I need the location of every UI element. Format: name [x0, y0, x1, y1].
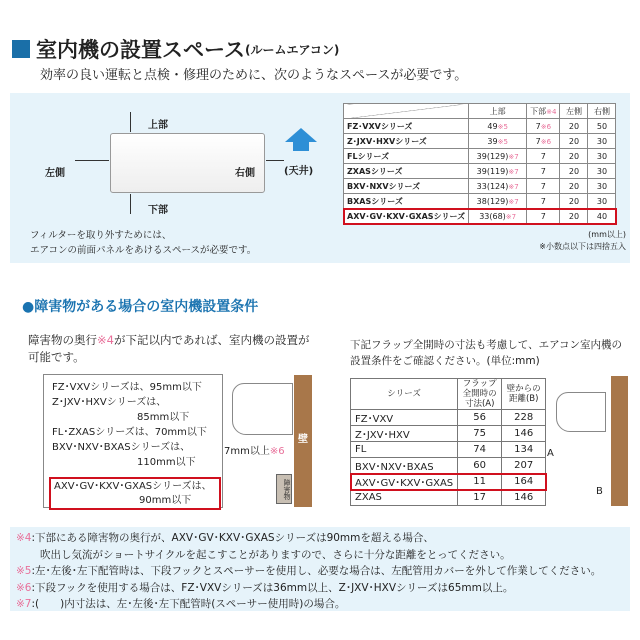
highlight-limit [49, 477, 221, 510]
table-row [351, 410, 546, 426]
ceiling-arrow-icon [285, 128, 317, 142]
note-line: エアコンの前面パネルをあけるスペースが必要です。 [30, 245, 257, 256]
header-series: シリーズ [351, 379, 458, 410]
note: ※7 [508, 197, 519, 206]
aircon-side-illustration [232, 383, 293, 435]
header-left: 左側 [560, 104, 588, 119]
cell: AXV･GV･KXV･GXAS [351, 474, 458, 490]
bottom [527, 164, 560, 179]
series: AXV･GV･KXV･GXASシリーズ [344, 209, 469, 224]
left: 20 [560, 164, 588, 179]
left: 20 [560, 209, 588, 224]
title-suffix: (ルームエアコン) [244, 42, 340, 57]
table-header [351, 379, 546, 410]
left: 20 [560, 134, 588, 149]
top [469, 134, 527, 149]
bottom [527, 119, 560, 134]
gap-label [224, 442, 285, 457]
v: 38(129) [476, 196, 509, 206]
bottom [527, 149, 560, 164]
v: 33(68) [479, 211, 506, 221]
cell: 228 [502, 410, 546, 426]
footnote-mark: ※6 [16, 581, 32, 594]
label-right: 右側 [235, 168, 255, 179]
right: 50 [588, 119, 616, 134]
table-row [344, 209, 616, 224]
note: ※5 [497, 137, 508, 146]
cell: ZXAS [351, 490, 458, 506]
v: 7 [540, 151, 546, 161]
footnote [16, 563, 624, 580]
unit-note [539, 229, 626, 253]
v: 49 [487, 121, 498, 131]
limit-line: AXV･GV･KXV･GXASシリーズは、 [54, 481, 212, 492]
footnote-text: :( )内寸法は、左･左後･左下配管時(スペーサー使用時)の場合。 [31, 598, 346, 610]
obstacle-block: 障害物 [276, 474, 292, 504]
bottom [527, 134, 560, 149]
v: 7 [540, 196, 546, 206]
wall-label: 壁 [298, 434, 308, 445]
v: 39 [487, 136, 498, 146]
cell: 11 [458, 474, 502, 490]
cell: 56 [458, 410, 502, 426]
v: 7 [535, 121, 541, 131]
t: が下記以内であれば、室内機の設置が [113, 333, 310, 347]
subtitle: 効率の良い運転と点検・修理のために、次のようなスペースが必要です。 [40, 68, 468, 83]
table-row [351, 490, 546, 506]
gap-text: 7mm以上 [224, 446, 270, 457]
footnote [16, 596, 624, 613]
obstacle-text [28, 332, 309, 366]
footnote [16, 547, 624, 564]
limit-line: FZ･VXVシリーズは、95mm以下 [52, 382, 202, 393]
cell: 134 [502, 442, 546, 458]
limit-line: 90mm以下 [139, 495, 192, 506]
label-a: A [547, 448, 554, 459]
footnote-text: :下段フックを使用する場合は、FZ･VXVシリーズは36mm以上、Z･JXV･HXVシリーズは65mm以上。 [31, 581, 514, 594]
page-title [12, 34, 339, 64]
cell: 60 [458, 458, 502, 474]
table-row [344, 164, 616, 179]
note: ※6 [540, 122, 552, 131]
label-ceiling: (天井) [284, 166, 314, 177]
header-a: フラップ全開時の寸法(A) [458, 379, 502, 410]
top [469, 179, 527, 194]
space-table [343, 103, 616, 224]
right: 30 [588, 194, 616, 209]
aircon-unit-illustration [110, 133, 265, 193]
series: ZXASシリーズ [344, 164, 469, 179]
footnote-text: :左･左後･左下配管時は、下段フックとスペーサーを使用し、必要な場合は、左配管用カバーを外して作業してください。 [31, 565, 602, 577]
left: 20 [560, 149, 588, 164]
series: BXASシリーズ [344, 194, 469, 209]
label-top: 上部 [148, 120, 168, 131]
series: Z･JXV･HXVシリーズ [344, 134, 469, 149]
table-row [344, 179, 616, 194]
bottom [527, 194, 560, 209]
note: ※7 [508, 182, 519, 191]
cell: 164 [502, 474, 546, 490]
table-row [344, 119, 616, 134]
cell: 17 [458, 490, 502, 506]
section2-heading: ●障害物がある場合の室内機設置条件 [22, 299, 259, 315]
note: ※5 [497, 122, 508, 131]
top [469, 164, 527, 179]
flap-text [350, 337, 622, 369]
round-note: ※小数点以下は四捨五入 [539, 242, 626, 251]
cell: 207 [502, 458, 546, 474]
note-line: フィルターを取り外すためには、 [30, 230, 172, 241]
limit-line: Z･JXV･HXVシリーズは、 [52, 397, 167, 408]
table-row [344, 134, 616, 149]
header-blank [344, 104, 469, 119]
header-note: ※4 [546, 107, 557, 116]
series: FZ･VXVシリーズ [344, 119, 469, 134]
cell: 146 [502, 490, 546, 506]
v: 7 [535, 136, 541, 146]
header-top: 上部 [469, 104, 527, 119]
footnote-mark: ※5 [16, 565, 32, 577]
right: 30 [588, 164, 616, 179]
note: ※7 [508, 152, 519, 161]
left: 20 [560, 119, 588, 134]
title-square-icon [12, 40, 30, 58]
footnote-mark: ※7 [16, 598, 32, 610]
table-row [344, 194, 616, 209]
label-b: B [596, 486, 603, 497]
top [469, 209, 527, 224]
t: 可能です。 [28, 350, 85, 364]
left: 20 [560, 194, 588, 209]
right: 30 [588, 134, 616, 149]
footnote-text: :下部にある障害物の奥行が、AXV･GV･KXV･GXASシリーズは90mmを超える場合、 [31, 532, 434, 544]
table-row [351, 458, 546, 474]
right: 30 [588, 149, 616, 164]
limit-line: BXV･NXV･BXASシリーズは、 [52, 442, 191, 453]
v: 39(129) [476, 151, 509, 161]
left: 20 [560, 179, 588, 194]
right: 30 [588, 179, 616, 194]
footnote [16, 530, 624, 547]
cell: Z･JXV･HXV [351, 426, 458, 442]
wall [294, 375, 312, 507]
table-row [351, 426, 546, 442]
v: 7 [540, 181, 546, 191]
limit-line: 110mm以下 [137, 457, 196, 468]
cell: 74 [458, 442, 502, 458]
t: 設置条件をご確認ください。(単位:mm) [350, 355, 540, 367]
header-b: 壁からの距離(B) [502, 379, 546, 410]
note: ※7 [508, 167, 519, 176]
table-header [344, 104, 616, 119]
v: 33(124) [476, 181, 509, 191]
table-row [351, 442, 546, 458]
footnote-text: 吹出し気流がショートサイクルを起こすことがありますので、さらに十分な距離をとってください。 [40, 548, 511, 561]
series: BXV･NXVシリーズ [344, 179, 469, 194]
cell: FZ･VXV [351, 410, 458, 426]
limit-line: 85mm以下 [137, 412, 190, 423]
bottom [527, 179, 560, 194]
table-row [351, 474, 546, 490]
header-bottom [527, 104, 560, 119]
cell: BXV･NXV･BXAS [351, 458, 458, 474]
cell: 75 [458, 426, 502, 442]
flap-table [350, 378, 546, 506]
cell: FL [351, 442, 458, 458]
ceiling-arrow-stem [293, 141, 309, 151]
footnote-mark: ※4 [16, 532, 32, 544]
header-right: 右側 [588, 104, 616, 119]
title-main: 室内機の設置スペース [36, 38, 245, 62]
unit-text: (mm以上) [588, 230, 626, 239]
note: ※7 [505, 212, 517, 221]
right: 40 [588, 209, 616, 224]
label-left: 左側 [45, 168, 65, 179]
limit-line: FL･ZXASシリーズは、70mm以下 [52, 427, 207, 438]
top [469, 119, 527, 134]
v: 7 [540, 211, 546, 221]
note-ref: ※4 [97, 333, 114, 347]
arrow-left-icon [75, 160, 109, 161]
footnotes [10, 527, 630, 611]
v: 39(119) [476, 166, 509, 176]
cell: 146 [502, 426, 546, 442]
arrow-down-icon [130, 194, 131, 214]
filter-note [30, 228, 256, 258]
bottom [527, 209, 560, 224]
gap-note: ※6 [269, 446, 285, 457]
table-row [344, 149, 616, 164]
arrow-right-icon [266, 160, 284, 161]
wall [611, 376, 628, 506]
v: 7 [540, 166, 546, 176]
note: ※6 [540, 137, 552, 146]
header-bottom-text: 下部 [530, 106, 547, 116]
label-bottom: 下部 [148, 205, 168, 216]
t: 下記フラップ全開時の寸法も考慮して、エアコン室内機の [350, 339, 623, 351]
t: 障害物の奥行 [28, 333, 97, 347]
flap-aircon-illustration [556, 392, 606, 432]
series: FLシリーズ [344, 149, 469, 164]
top [469, 194, 527, 209]
arrow-up-icon [130, 112, 131, 132]
top [469, 149, 527, 164]
footnote [16, 580, 624, 597]
